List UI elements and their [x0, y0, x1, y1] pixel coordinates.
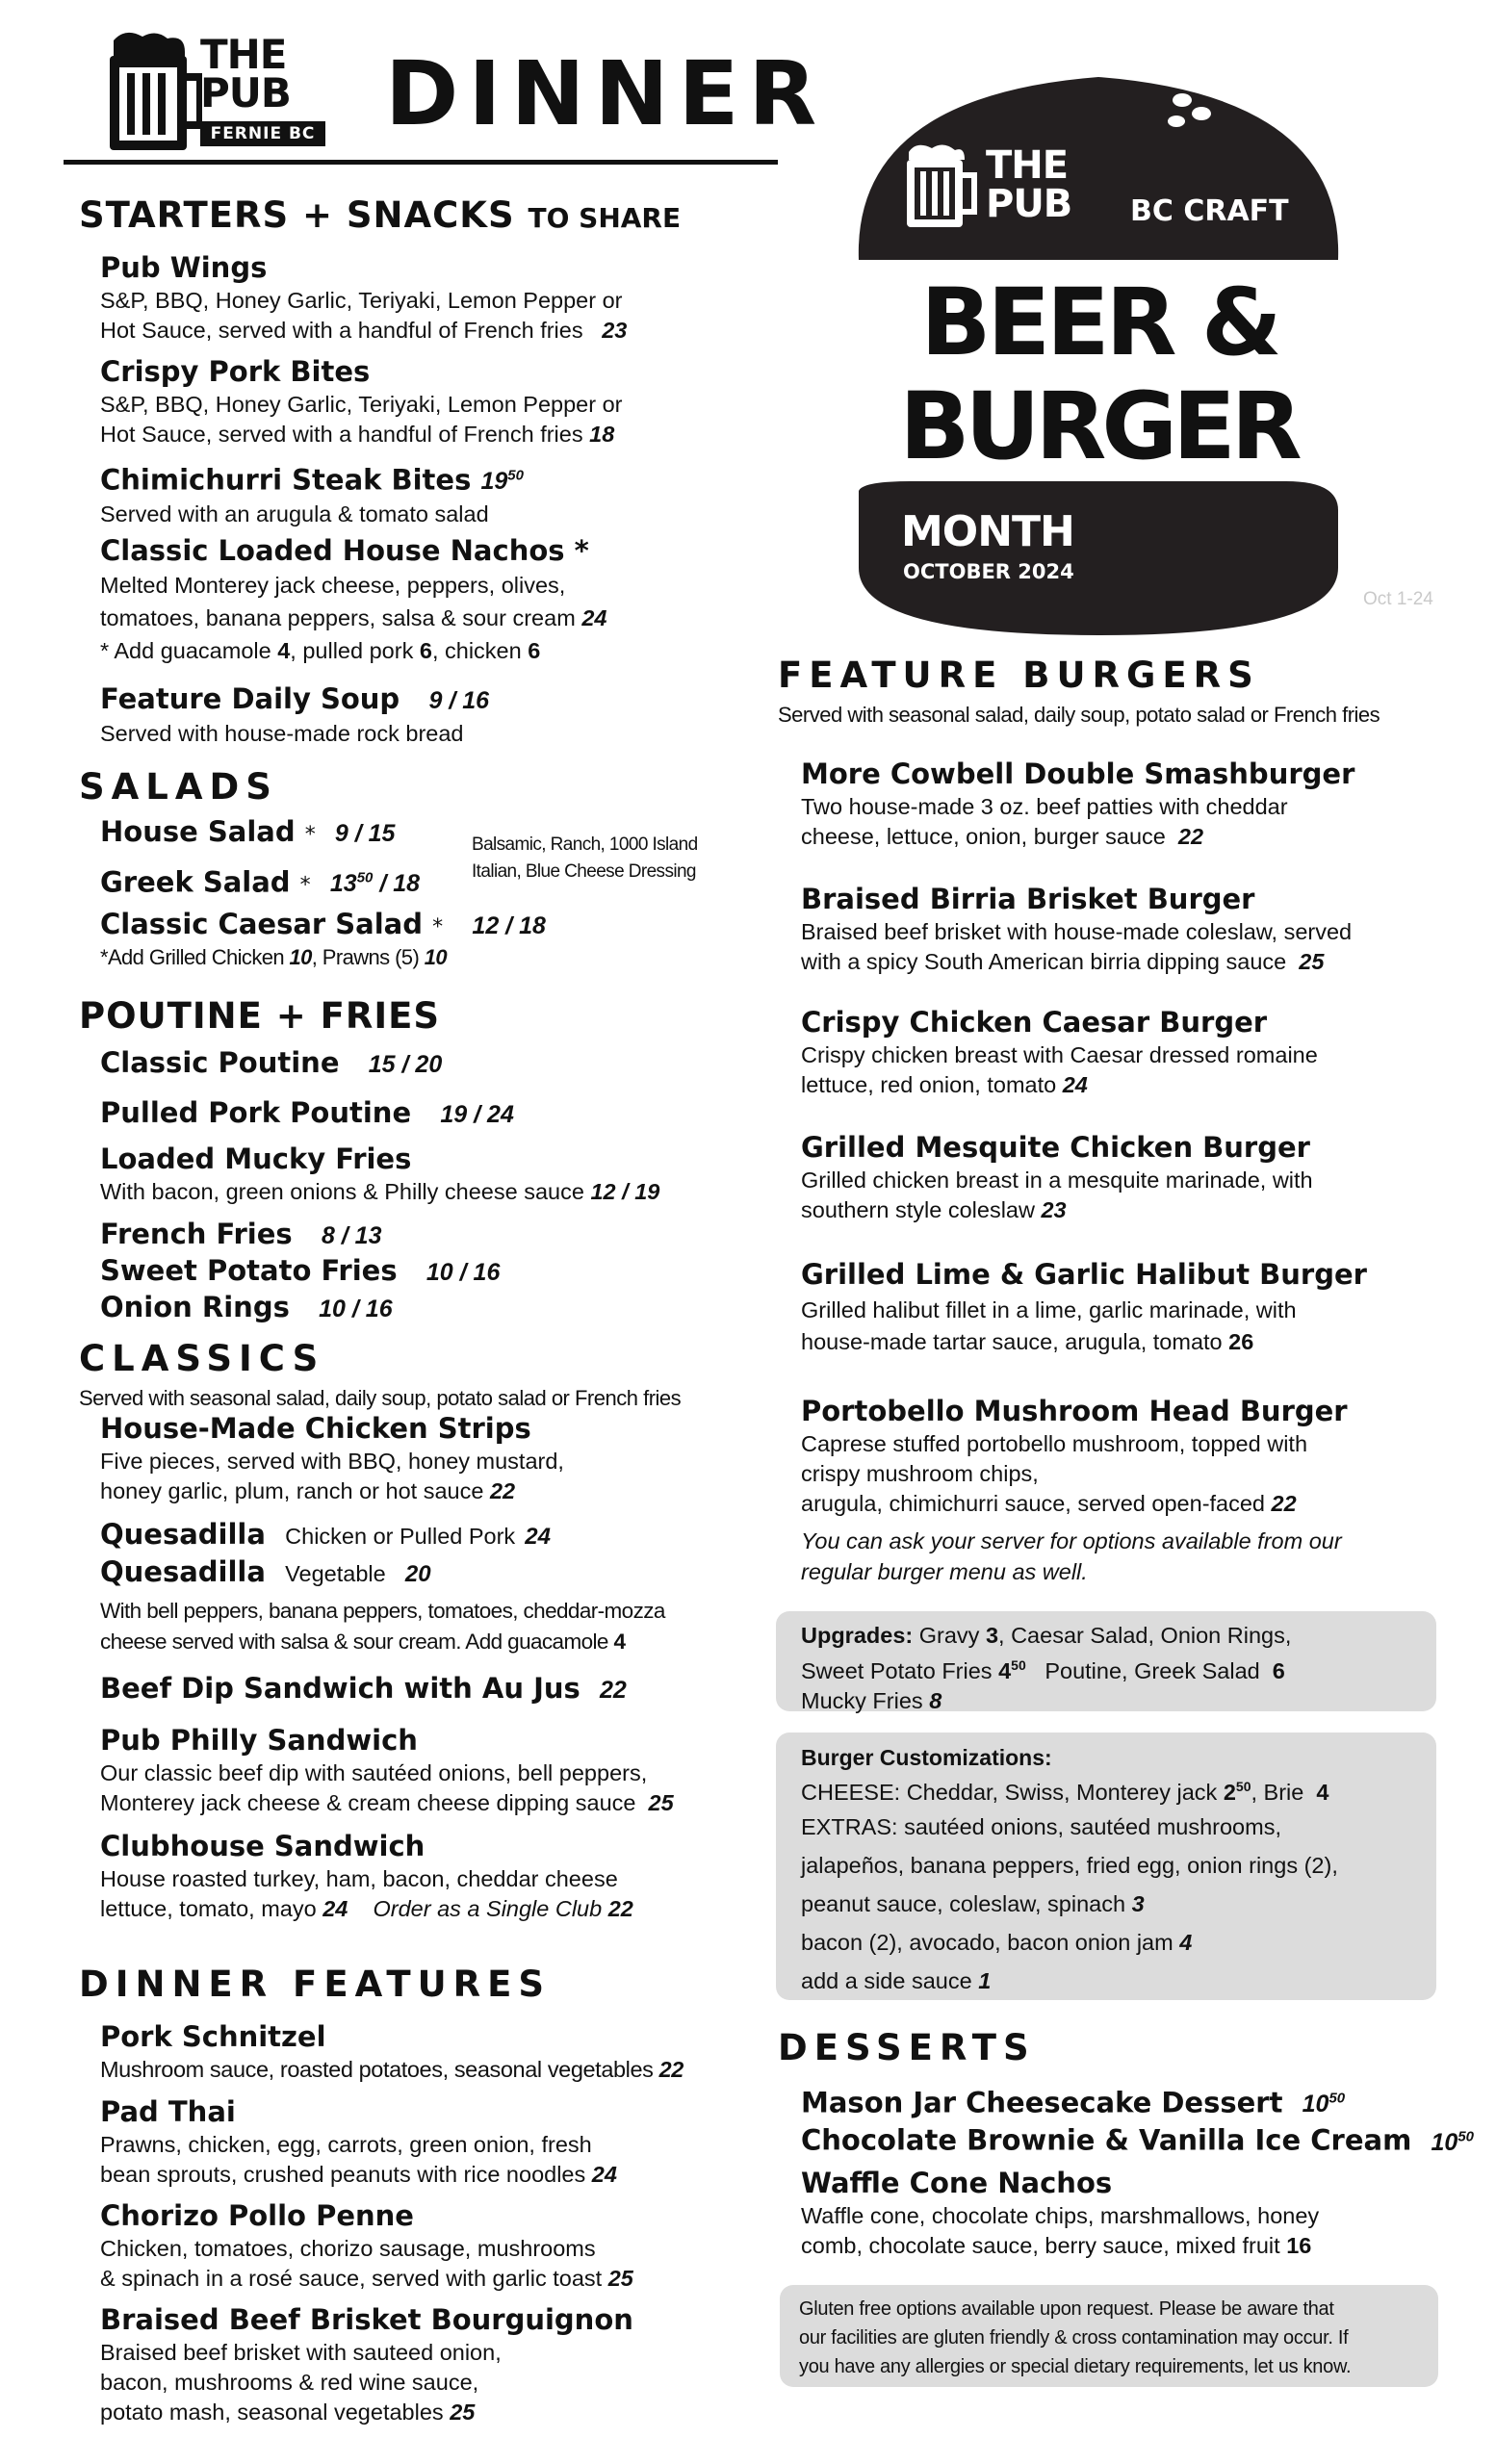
- item-price: 25: [1299, 949, 1325, 974]
- item-price: 10 / 16: [426, 1259, 501, 1286]
- menu-item: [801, 1394, 1475, 1584]
- item-name: Quesadilla Vegetable 20: [100, 1555, 431, 1588]
- beer-burger-month-logo: [853, 67, 1344, 635]
- item-desc: With bell peppers, banana peppers, tomatoes, cheddar-mozza: [100, 1599, 665, 1623]
- item-name: Clubhouse Sandwich: [100, 1830, 426, 1862]
- feature-burgers-title: FEATURE BURGERS: [778, 654, 1260, 696]
- item-price: $19^{50}$: [480, 468, 524, 496]
- menu-item: [100, 1142, 774, 1207]
- menu-item: [801, 757, 1475, 852]
- item-name: Braised Birria Brisket Burger: [801, 883, 1255, 915]
- promo-dates-small: Oct 1-24: [1363, 589, 1433, 609]
- promo-big-line-2: BURGER: [899, 372, 1298, 480]
- menu-item: [100, 250, 774, 346]
- item-name: Beef Dip Sandwich with Au Jus 22: [100, 1672, 627, 1705]
- item-name: Chocolate Brownie & Vanilla Ice Cream $10^{50}$: [801, 2123, 1475, 2157]
- poutine-title: POUTINE + FRIES: [79, 995, 441, 1037]
- promo-date: OCTOBER 2024: [903, 560, 1074, 583]
- starters-title: [79, 194, 681, 236]
- item-name: Classic Loaded House Nachos *: [100, 534, 589, 567]
- dressing-line: Italian, Blue Cheese Dressing: [472, 861, 696, 882]
- menu-item: [100, 2019, 774, 2085]
- item-desc: Crispy chicken breast with Caesar dressed romaine: [801, 1042, 1318, 1067]
- item-price: 25: [607, 2266, 633, 2291]
- customizations-line: peanut sauce, coleslaw, spinach 3: [801, 1890, 1145, 1916]
- classics-title: CLASSICS: [79, 1338, 325, 1379]
- notice-line: our facilities are gluten friendly & cross contamination may occur. If: [799, 2327, 1349, 2348]
- item-price: 22: [599, 1677, 627, 1704]
- item-desc: & spinach in a rosé sauce, served with garlic toast 25: [100, 2266, 633, 2291]
- upgrades-line: Upgrades: Gravy 3, Caesar Salad, Onion Rings,: [801, 1623, 1292, 1648]
- menu-item: [100, 1095, 774, 1133]
- menu-item: [100, 2198, 774, 2294]
- starters-title-suffix: TO SHARE: [528, 202, 682, 234]
- menu-item: [100, 1671, 774, 1708]
- item-desc: S&P, BBQ, Honey Garlic, Teriyaki, Lemon Pepper or: [100, 288, 623, 313]
- item-desc: House roasted turkey, ham, bacon, cheddar cheese: [100, 1866, 618, 1891]
- item-addon: * Add guacamole 4, pulled pork 6, chicken 6: [100, 638, 541, 663]
- item-desc: Mushroom sauce, roasted potatoes, seasonal vegetables 22: [100, 2057, 684, 2082]
- item-name: Pulled Pork Poutine 19 / 24: [100, 1096, 514, 1129]
- item-extra: Order as a Single Club: [373, 1896, 603, 1921]
- item-desc: Hot Sauce, served with a handful of French fries 18: [100, 422, 615, 447]
- item-price: 9 / 16: [428, 687, 490, 714]
- item-price: $10^{50}$: [1431, 2128, 1475, 2156]
- menu-item: [100, 533, 774, 667]
- item-price: 23: [602, 318, 628, 343]
- menu-item: [100, 1829, 774, 1924]
- menu-item: [100, 1723, 774, 1818]
- menu-item: [100, 1411, 774, 1506]
- gluten-free-notice: [780, 2285, 1438, 2387]
- item-price: $10^{50}$: [1302, 2091, 1346, 2118]
- item-desc: cheese, lettuce, onion, burger sauce 22: [801, 824, 1204, 849]
- promo-line-1: THE: [986, 143, 1069, 188]
- item-desc: Caprese stuffed portobello mushroom, topped with: [801, 1431, 1308, 1456]
- desserts-title: DESSERTS: [778, 2027, 1036, 2068]
- customizations-line: jalapeños, banana peppers, fried egg, onion rings (2),: [801, 1852, 1338, 1878]
- menu-item: [100, 2302, 774, 2427]
- menu-item: [100, 354, 774, 449]
- notice-line: Gluten free options available upon request. Please be aware that: [799, 2298, 1334, 2320]
- menu-item: [801, 1130, 1475, 1225]
- item-price: 4: [613, 1630, 626, 1654]
- menu-item: [100, 1253, 774, 1291]
- item-desc: arugula, chimichurri sauce, served open-faced 22: [801, 1491, 1297, 1516]
- notice-line: you have any allergies or special dietary requirements, let us know.: [799, 2356, 1352, 2377]
- item-name: Greek Salad * $13^{50} / 18$: [100, 865, 421, 899]
- item-name: Classic Poutine 15 / 20: [100, 1046, 443, 1079]
- item-desc: Served with an arugula & tomato salad: [100, 501, 489, 527]
- item-name: Grilled Lime & Garlic Halibut Burger: [801, 1258, 1367, 1291]
- starters-title-main: STARTERS + SNACKS: [79, 194, 515, 236]
- item-price: 9 / 15: [334, 820, 396, 847]
- item-price: 24: [1062, 1072, 1088, 1097]
- item-desc: Grilled chicken breast in a mesquite marinade, with: [801, 1168, 1313, 1193]
- menu-item: [100, 1290, 774, 1327]
- item-name: Feature Daily Soup 9 / 16: [100, 682, 490, 715]
- customizations-line: EXTRAS: sautéed onions, sautéed mushrooms,: [801, 1813, 1281, 1839]
- item-desc: Braised beef brisket with sauteed onion,: [100, 2340, 502, 2365]
- item-name: More Cowbell Double Smashburger: [801, 757, 1355, 790]
- item-desc: Grilled halibut fillet in a lime, garlic marinade, with: [801, 1297, 1297, 1322]
- logo-line-2: PUB: [200, 69, 291, 116]
- item-desc: bean sprouts, crushed peanuts with rice noodles 24: [100, 2162, 617, 2187]
- item-price: 19 / 24: [440, 1101, 514, 1128]
- item-desc: Two house-made 3 oz. beef patties with cheddar: [801, 794, 1288, 819]
- customizations-line: add a side sauce 1: [801, 1967, 992, 1993]
- header-divider: [64, 160, 778, 165]
- item-name: Pub Wings: [100, 251, 268, 284]
- item-name: House-Made Chicken Strips: [100, 1412, 531, 1445]
- item-desc: Hot Sauce, served with a handful of French fries 23: [100, 318, 628, 343]
- pub-logo: [96, 29, 332, 154]
- item-name: Quesadilla Chicken or Pulled Pork 24: [100, 1518, 551, 1551]
- item-price: 15 / 20: [368, 1051, 443, 1078]
- item-desc: cheese served with salsa & sour cream. Add guacamole 4: [100, 1630, 626, 1654]
- item-price: 24: [525, 1524, 551, 1550]
- customizations-label: Burger Customizations:: [801, 1745, 1052, 1770]
- menu-item: [801, 882, 1475, 977]
- item-price: 22: [1271, 1491, 1297, 1516]
- item-name: Loaded Mucky Fries: [100, 1142, 412, 1175]
- item-desc: potato mash, seasonal vegetables 25: [100, 2400, 476, 2425]
- item-price: 18: [589, 422, 615, 447]
- item-name: Crispy Pork Bites: [100, 355, 371, 388]
- item-name: Pad Thai: [100, 2095, 236, 2128]
- upgrades-box: [776, 1611, 1436, 1711]
- item-desc: with a spicy South American birria dipping sauce 25: [801, 949, 1325, 974]
- menu-item: [801, 1005, 1475, 1100]
- item-desc: With bacon, green onions & Philly cheese sauce 12 / 19: [100, 1179, 660, 1204]
- menu-item: [100, 907, 774, 970]
- item-name: Portobello Mushroom Head Burger: [801, 1395, 1348, 1427]
- upgrades-label: Upgrades:: [801, 1623, 914, 1648]
- item-name: Grilled Mesquite Chicken Burger: [801, 1131, 1310, 1164]
- promo-craft: BC CRAFT: [1130, 194, 1289, 228]
- menu-item: [100, 681, 774, 749]
- item-price: 12 / 19: [590, 1179, 660, 1204]
- item-name: French Fries 8 / 13: [100, 1218, 382, 1250]
- item-price: 10 / 16: [319, 1296, 393, 1322]
- burger-note: regular burger menu as well.: [801, 1559, 1088, 1584]
- logo-line-3: FERNIE BC: [200, 121, 325, 146]
- item-price: 20: [404, 1561, 431, 1587]
- item-desc: honey garlic, plum, ranch or hot sauce 22: [100, 1478, 516, 1503]
- item-desc: comb, chocolate sauce, berry sauce, mixed fruit 16: [801, 2233, 1312, 2258]
- menu-item: [100, 1045, 774, 1083]
- item-price: 23: [1041, 1197, 1067, 1222]
- burger-note: You can ask your server for options available from our: [801, 1528, 1342, 1553]
- item-desc: Melted Monterey jack cheese, peppers, olives,: [100, 573, 566, 598]
- item-desc: lettuce, tomato, mayo 24 Order as a Single Club 22: [100, 1896, 633, 1921]
- item-desc: house-made tartar sauce, arugula, tomato 26: [801, 1329, 1254, 1354]
- item-price: 24: [581, 605, 607, 630]
- item-name: Onion Rings 10 / 16: [100, 1291, 393, 1323]
- item-name: Chorizo Pollo Penne: [100, 2199, 414, 2232]
- logo-line-1: THE: [200, 31, 287, 78]
- menu-item: [801, 2166, 1475, 2261]
- salads-title: SALADS: [79, 766, 278, 808]
- promo-beer-mug-icon: [901, 142, 978, 231]
- item-desc: Served with house-made rock bread: [100, 721, 464, 746]
- beer-mug-icon: [96, 29, 202, 154]
- dinner-features-title: DINNER FEATURES: [79, 1964, 552, 2005]
- item-name: Pub Philly Sandwich: [100, 1724, 418, 1757]
- item-desc: lettuce, red onion, tomato 24: [801, 1072, 1088, 1097]
- item-name: Waffle Cone Nachos: [801, 2167, 1113, 2199]
- item-price: 22: [658, 2057, 684, 2082]
- salad-addon: *Add Grilled Chicken 10, Prawns (5) 10: [100, 945, 447, 969]
- item-desc: southern style coleslaw 23: [801, 1197, 1067, 1222]
- item-price: 8 / 13: [321, 1222, 382, 1249]
- upgrades-line: Mucky Fries 8: [801, 1687, 942, 1713]
- menu-item: [100, 458, 774, 529]
- customizations-line: bacon (2), avocado, bacon onion jam 4: [801, 1929, 1193, 1955]
- item-name: Pork Schnitzel: [100, 2020, 326, 2053]
- item-desc: Prawns, chicken, egg, carrots, green onion, fresh: [100, 2132, 592, 2157]
- upgrades-line: Sweet Potato Fries $4^{50}$ Poutine, Greek Salad 6: [801, 1657, 1285, 1683]
- item-desc: Our classic beef dip with sautéed onions, bell peppers,: [100, 1760, 648, 1785]
- item-price: 25: [648, 1790, 674, 1815]
- item-price: 25: [450, 2400, 476, 2425]
- item-desc: Chicken, tomatoes, chorizo sausage, mushrooms: [100, 2236, 596, 2261]
- customizations-box: [776, 1732, 1436, 2000]
- menu-item: [801, 2083, 1475, 2159]
- item-price: 24: [322, 1896, 348, 1921]
- dressing-line: Balsamic, Ranch, 1000 Island: [472, 834, 698, 855]
- menu-item: [100, 1517, 774, 1654]
- item-name: Crispy Chicken Caesar Burger: [801, 1006, 1268, 1039]
- promo-big-line-1: BEER &: [920, 269, 1278, 376]
- item-price: 22: [489, 1478, 516, 1503]
- item-price: 16: [1286, 2233, 1312, 2258]
- menu-item: [801, 1257, 1475, 1357]
- promo-month: MONTH: [901, 507, 1074, 556]
- item-desc: Braised beef brisket with house-made coleslaw, served: [801, 919, 1353, 944]
- item-name: Sweet Potato Fries 10 / 16: [100, 1254, 501, 1287]
- menu-item: [100, 1217, 774, 1254]
- item-desc: crispy mushroom chips,: [801, 1461, 1039, 1486]
- item-desc: S&P, BBQ, Honey Garlic, Teriyaki, Lemon Pepper or: [100, 392, 623, 417]
- feature-burgers-subtitle: Served with seasonal salad, daily soup, potato salad or French fries: [778, 703, 1380, 727]
- item-extra-price: 22: [607, 1896, 633, 1921]
- dressings: [472, 832, 698, 886]
- item-desc: Monterey jack cheese & cream cheese dipping sauce 25: [100, 1790, 674, 1815]
- item-price: $13^{50} / 18$: [329, 870, 421, 898]
- promo-line-2: PUB: [986, 182, 1072, 226]
- item-price: 22: [1177, 824, 1204, 849]
- item-name: House Salad * 9 / 15: [100, 815, 396, 848]
- page-title: DINNER: [385, 42, 827, 145]
- item-desc: bacon, mushrooms & red wine sauce,: [100, 2370, 479, 2395]
- item-desc: Five pieces, served with BBQ, honey mustard,: [100, 1449, 564, 1474]
- customizations-line: CHEESE: Cheddar, Swiss, Monterey jack $2^{50}$, Brie 4: [801, 1779, 1329, 1805]
- item-desc: tomatoes, banana peppers, salsa & sour cream 24: [100, 605, 607, 630]
- item-name: Mason Jar Cheesecake Dessert $10^{50}$: [801, 2086, 1346, 2119]
- item-price: 24: [591, 2162, 617, 2187]
- item-price: 26: [1228, 1329, 1254, 1354]
- item-name: Braised Beef Brisket Bourguignon: [100, 2303, 633, 2336]
- item-name: Chimichurri Steak Bites $19^{50}$: [100, 463, 524, 497]
- classics-subtitle: Served with seasonal salad, daily soup, potato salad or French fries: [79, 1386, 682, 1410]
- item-desc: Waffle cone, chocolate chips, marshmallows, honey: [801, 2203, 1320, 2228]
- item-name: Classic Caesar Salad * 12 / 18: [100, 908, 546, 940]
- item-price: 12 / 18: [472, 912, 546, 939]
- menu-item: [100, 2094, 774, 2190]
